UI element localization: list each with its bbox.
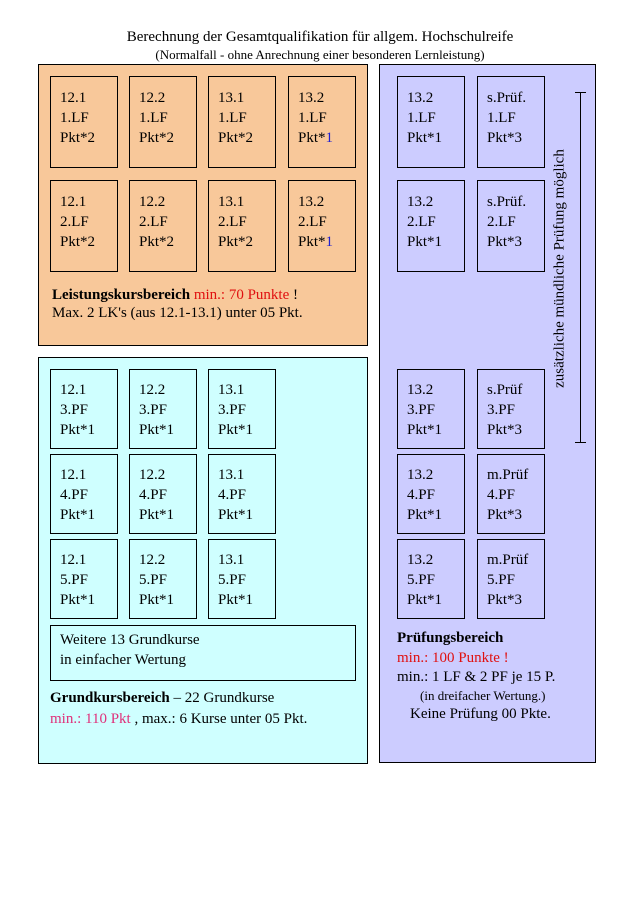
course-cell-text: Pkt*1 <box>139 592 175 608</box>
course-cell-line <box>487 465 544 485</box>
course-cell-line <box>60 505 117 525</box>
course-cell-line <box>218 570 275 590</box>
leistungskurs-label: Leistungskursbereich <box>52 287 191 303</box>
course-cell-text: 12.2 <box>139 194 166 210</box>
course-cell-text: Pkt*3 <box>487 234 523 250</box>
course-cell-line <box>218 108 275 128</box>
grundkurs-summary <box>50 690 274 707</box>
grundkurs-max: , max.: 6 Kurse unter 05 Pkt. <box>134 711 308 727</box>
course-cell-line <box>60 108 117 128</box>
course-cell-line <box>60 590 117 610</box>
course-cell-line <box>487 400 544 420</box>
course-cell-line <box>139 590 196 610</box>
course-cell-line <box>407 465 464 485</box>
course-cell-line <box>218 505 275 525</box>
course-cell-text: 1.LF <box>60 110 89 126</box>
course-cell-line <box>407 212 464 232</box>
course-cell-line <box>407 420 464 440</box>
course-cell-line <box>298 108 355 128</box>
course-cell-line <box>218 420 275 440</box>
course-cell-line <box>407 590 464 610</box>
course-cell-text: 4.PF <box>139 487 167 503</box>
course-cell <box>477 539 545 619</box>
course-cell-line <box>298 232 355 252</box>
course-cell-text: 12.1 <box>60 382 87 398</box>
course-cell-text: s.Prüf. <box>487 194 527 210</box>
course-cell-text: s.Prüf <box>487 382 523 398</box>
page-subtitle: (Normalfall - ohne Anrechnung einer besonderen Lernleistung) <box>155 47 485 62</box>
course-cell-line <box>407 88 464 108</box>
course-cell-line <box>487 232 544 252</box>
course-cell <box>129 180 197 272</box>
course-cell-text: Pkt*1 <box>139 507 175 523</box>
course-cell-text: 13.1 <box>218 90 245 106</box>
course-cell-text: 2.LF <box>298 214 327 230</box>
course-cell-text: 1.LF <box>487 110 516 126</box>
course-cell-text: Pkt*2 <box>60 234 96 250</box>
pruefung-weighting: (in dreifacher Wertung.) <box>420 688 546 703</box>
grundkurs-label: Grundkursbereich <box>50 690 170 706</box>
course-cell-text: 13.2 <box>407 90 434 106</box>
course-cell-line <box>139 550 196 570</box>
course-cell-line <box>218 380 275 400</box>
course-cell-text: Pkt*3 <box>487 507 523 523</box>
course-cell-line <box>487 192 544 212</box>
course-cell-text: Pkt*1 <box>60 422 96 438</box>
course-cell-line <box>407 505 464 525</box>
pruefung-none: Keine Prüfung 00 Pkte. <box>410 706 551 722</box>
course-cell <box>129 76 197 168</box>
course-cell-line <box>298 128 355 148</box>
course-cell-line <box>60 550 117 570</box>
course-cell <box>50 180 118 272</box>
course-cell <box>50 76 118 168</box>
course-cell <box>477 454 545 534</box>
course-cell-line <box>60 570 117 590</box>
course-cell-line <box>407 570 464 590</box>
course-cell-text: Pkt*3 <box>487 130 523 146</box>
course-cell-text: 1.LF <box>218 110 247 126</box>
course-cell-text: Pkt*1 <box>60 592 96 608</box>
course-cell-line <box>487 505 544 525</box>
leistungskurs-min: min.: 70 Punkte <box>193 287 290 303</box>
course-cell-line <box>60 212 117 232</box>
grundkurs-count: – 22 Grundkurse <box>173 690 275 706</box>
oral-exam-note: zusätzliche mündliche Prüfung möglich <box>551 149 568 388</box>
oral-exam-bracket-top <box>575 92 586 93</box>
course-cell-text: 3.PF <box>407 402 435 418</box>
course-cell-text: 2.LF <box>407 214 436 230</box>
course-cell <box>208 180 276 272</box>
course-cell-text: 13.2 <box>407 467 434 483</box>
course-cell-line <box>139 212 196 232</box>
course-cell-line <box>407 232 464 252</box>
course-cell-line <box>218 465 275 485</box>
course-cell-text: 13.2 <box>407 194 434 210</box>
course-cell-text: Pkt*1 <box>407 592 443 608</box>
course-cell-text: 2.LF <box>218 214 247 230</box>
course-cell-text: Pkt* <box>298 234 326 250</box>
course-cell-text: 2.LF <box>60 214 89 230</box>
course-cell <box>129 454 197 534</box>
course-cell-text: 2.LF <box>487 214 516 230</box>
course-cell-line <box>487 420 544 440</box>
course-cell-line <box>139 505 196 525</box>
course-cell <box>397 454 465 534</box>
course-cell <box>397 539 465 619</box>
course-cell <box>129 369 197 449</box>
grundkurs-note <box>50 625 356 681</box>
course-cell-line <box>139 88 196 108</box>
course-cell-line <box>487 380 544 400</box>
course-cell-text: 4.PF <box>487 487 515 503</box>
course-cell-text: Pkt*1 <box>139 422 175 438</box>
course-cell-text: 5.PF <box>407 572 435 588</box>
course-cell-text: 5.PF <box>487 572 515 588</box>
course-cell-text: m.Prüf <box>487 467 529 483</box>
course-cell-text: 12.1 <box>60 90 87 106</box>
course-cell-text: Pkt*2 <box>218 130 254 146</box>
course-cell-text: 13.2 <box>407 552 434 568</box>
page-title: Berechnung der Gesamtqualifikation für allgem. Hochschulreife <box>126 29 514 45</box>
course-cell-text: 2.LF <box>139 214 168 230</box>
course-cell-text: m.Prüf <box>487 552 529 568</box>
course-cell-line <box>60 88 117 108</box>
course-cell-text: 13.2 <box>407 382 434 398</box>
course-cell-line <box>60 400 117 420</box>
course-cell-text: 4.PF <box>218 487 246 503</box>
pruefung-requirement: min.: 1 LF & 2 PF je 15 P. <box>397 669 556 685</box>
course-cell-line <box>60 420 117 440</box>
course-cell-line <box>139 192 196 212</box>
course-cell <box>50 369 118 449</box>
course-cell-line <box>407 380 464 400</box>
course-cell-text: 4.PF <box>407 487 435 503</box>
course-cell <box>397 180 465 272</box>
course-cell-line <box>407 192 464 212</box>
course-cell-line <box>487 550 544 570</box>
course-cell <box>50 539 118 619</box>
course-cell-text: Pkt*1 <box>407 507 443 523</box>
course-cell <box>208 454 276 534</box>
grundkurs-limits <box>50 711 307 728</box>
course-cell-line <box>60 192 117 212</box>
course-cell-line <box>218 550 275 570</box>
course-cell-text: 4.PF <box>60 487 88 503</box>
course-cell-line <box>487 108 544 128</box>
course-cell-text: 12.1 <box>60 467 87 483</box>
course-cell-line <box>218 88 275 108</box>
course-cell-text: Pkt*1 <box>218 592 254 608</box>
course-cell-line <box>139 380 196 400</box>
course-cell-line <box>139 128 196 148</box>
course-cell-text: Pkt*2 <box>218 234 254 250</box>
grundkurs-note-line2: in einfacher Wertung <box>60 652 186 668</box>
course-cell <box>208 539 276 619</box>
course-cell-text: Pkt*1 <box>218 422 254 438</box>
course-cell-line <box>218 128 275 148</box>
course-cell <box>208 76 276 168</box>
course-cell-line <box>60 380 117 400</box>
course-cell-line <box>407 108 464 128</box>
course-cell-text: Pkt*3 <box>487 422 523 438</box>
course-cell-text: 3.PF <box>139 402 167 418</box>
course-cell-text: 13.1 <box>218 552 245 568</box>
course-cell <box>208 369 276 449</box>
course-cell <box>477 369 545 449</box>
course-cell-text: 13.1 <box>218 194 245 210</box>
course-cell-line <box>407 128 464 148</box>
course-cell-text: 3.PF <box>487 402 515 418</box>
grundkurs-min: min.: 110 Pkt <box>50 711 131 727</box>
course-cell-line <box>218 232 275 252</box>
course-cell <box>397 369 465 449</box>
course-cell-text: 3.PF <box>60 402 88 418</box>
course-cell-text: Pkt* <box>298 130 326 146</box>
course-cell-line <box>60 465 117 485</box>
course-cell-line <box>139 232 196 252</box>
course-cell-text: s.Prüf. <box>487 90 527 106</box>
grundkurs-note-line1: Weitere 13 Grundkurse <box>60 632 200 648</box>
leistungskurs-excl: ! <box>293 287 298 303</box>
course-cell-line <box>139 570 196 590</box>
course-cell-line <box>218 485 275 505</box>
pruefung-min: min.: 100 Punkte ! <box>397 650 509 666</box>
course-cell-line <box>218 192 275 212</box>
course-cell-text: 12.2 <box>139 552 166 568</box>
course-cell <box>129 539 197 619</box>
course-cell-text: 13.2 <box>298 194 325 210</box>
course-cell-text: 12.2 <box>139 467 166 483</box>
course-cell-text: 5.PF <box>218 572 246 588</box>
pruefung-label: Prüfungsbereich <box>397 630 504 646</box>
course-cell-line <box>487 212 544 232</box>
course-cell-factor: 1 <box>325 234 334 250</box>
leistungskurs-max: Max. 2 LK's (aus 12.1-13.1) unter 05 Pkt. <box>52 305 303 321</box>
course-cell-text: 1.LF <box>139 110 168 126</box>
course-cell-line <box>218 590 275 610</box>
course-cell-line <box>487 88 544 108</box>
course-cell-text: 12.1 <box>60 194 87 210</box>
course-cell-text: Pkt*2 <box>139 234 175 250</box>
course-cell-text: 1.LF <box>298 110 327 126</box>
course-cell-line <box>487 570 544 590</box>
course-cell-line <box>407 400 464 420</box>
course-cell <box>397 76 465 168</box>
course-cell-factor: 1 <box>325 130 334 146</box>
course-cell-text: 3.PF <box>218 402 246 418</box>
course-cell-line <box>60 485 117 505</box>
course-cell-line <box>487 485 544 505</box>
course-cell-text: 5.PF <box>60 572 88 588</box>
course-cell-text: Pkt*3 <box>487 592 523 608</box>
course-cell-line <box>407 485 464 505</box>
oral-exam-bracket-bottom <box>575 442 586 443</box>
course-cell-line <box>298 192 355 212</box>
course-cell <box>288 180 356 272</box>
course-cell <box>50 454 118 534</box>
course-cell-line <box>298 212 355 232</box>
course-cell-text: 12.2 <box>139 90 166 106</box>
course-cell-line <box>218 212 275 232</box>
course-cell-text: Pkt*2 <box>60 130 96 146</box>
course-cell-line <box>139 108 196 128</box>
course-cell-text: 12.2 <box>139 382 166 398</box>
course-cell-text: 5.PF <box>139 572 167 588</box>
course-cell-line <box>139 400 196 420</box>
course-cell-line <box>487 128 544 148</box>
course-cell-text: Pkt*1 <box>407 130 443 146</box>
course-cell-text: 1.LF <box>407 110 436 126</box>
course-cell-text: 13.1 <box>218 467 245 483</box>
course-cell-text: Pkt*1 <box>407 422 443 438</box>
course-cell-line <box>139 420 196 440</box>
course-cell-line <box>407 550 464 570</box>
course-cell-text: 13.1 <box>218 382 245 398</box>
course-cell-text: Pkt*1 <box>407 234 443 250</box>
oral-exam-bracket-line <box>580 92 581 443</box>
course-cell-text: Pkt*1 <box>60 507 96 523</box>
course-cell-line <box>60 232 117 252</box>
course-cell-text: Pkt*1 <box>218 507 254 523</box>
course-cell <box>477 180 545 272</box>
course-cell-line <box>487 590 544 610</box>
leistungskurs-summary <box>52 287 298 304</box>
course-cell-text: 13.2 <box>298 90 325 106</box>
course-cell-text: Pkt*2 <box>139 130 175 146</box>
course-cell-line <box>139 485 196 505</box>
course-cell-line <box>60 128 117 148</box>
course-cell <box>477 76 545 168</box>
course-cell <box>288 76 356 168</box>
course-cell-line <box>298 88 355 108</box>
course-cell-text: 12.1 <box>60 552 87 568</box>
course-cell-line <box>139 465 196 485</box>
course-cell-line <box>218 400 275 420</box>
